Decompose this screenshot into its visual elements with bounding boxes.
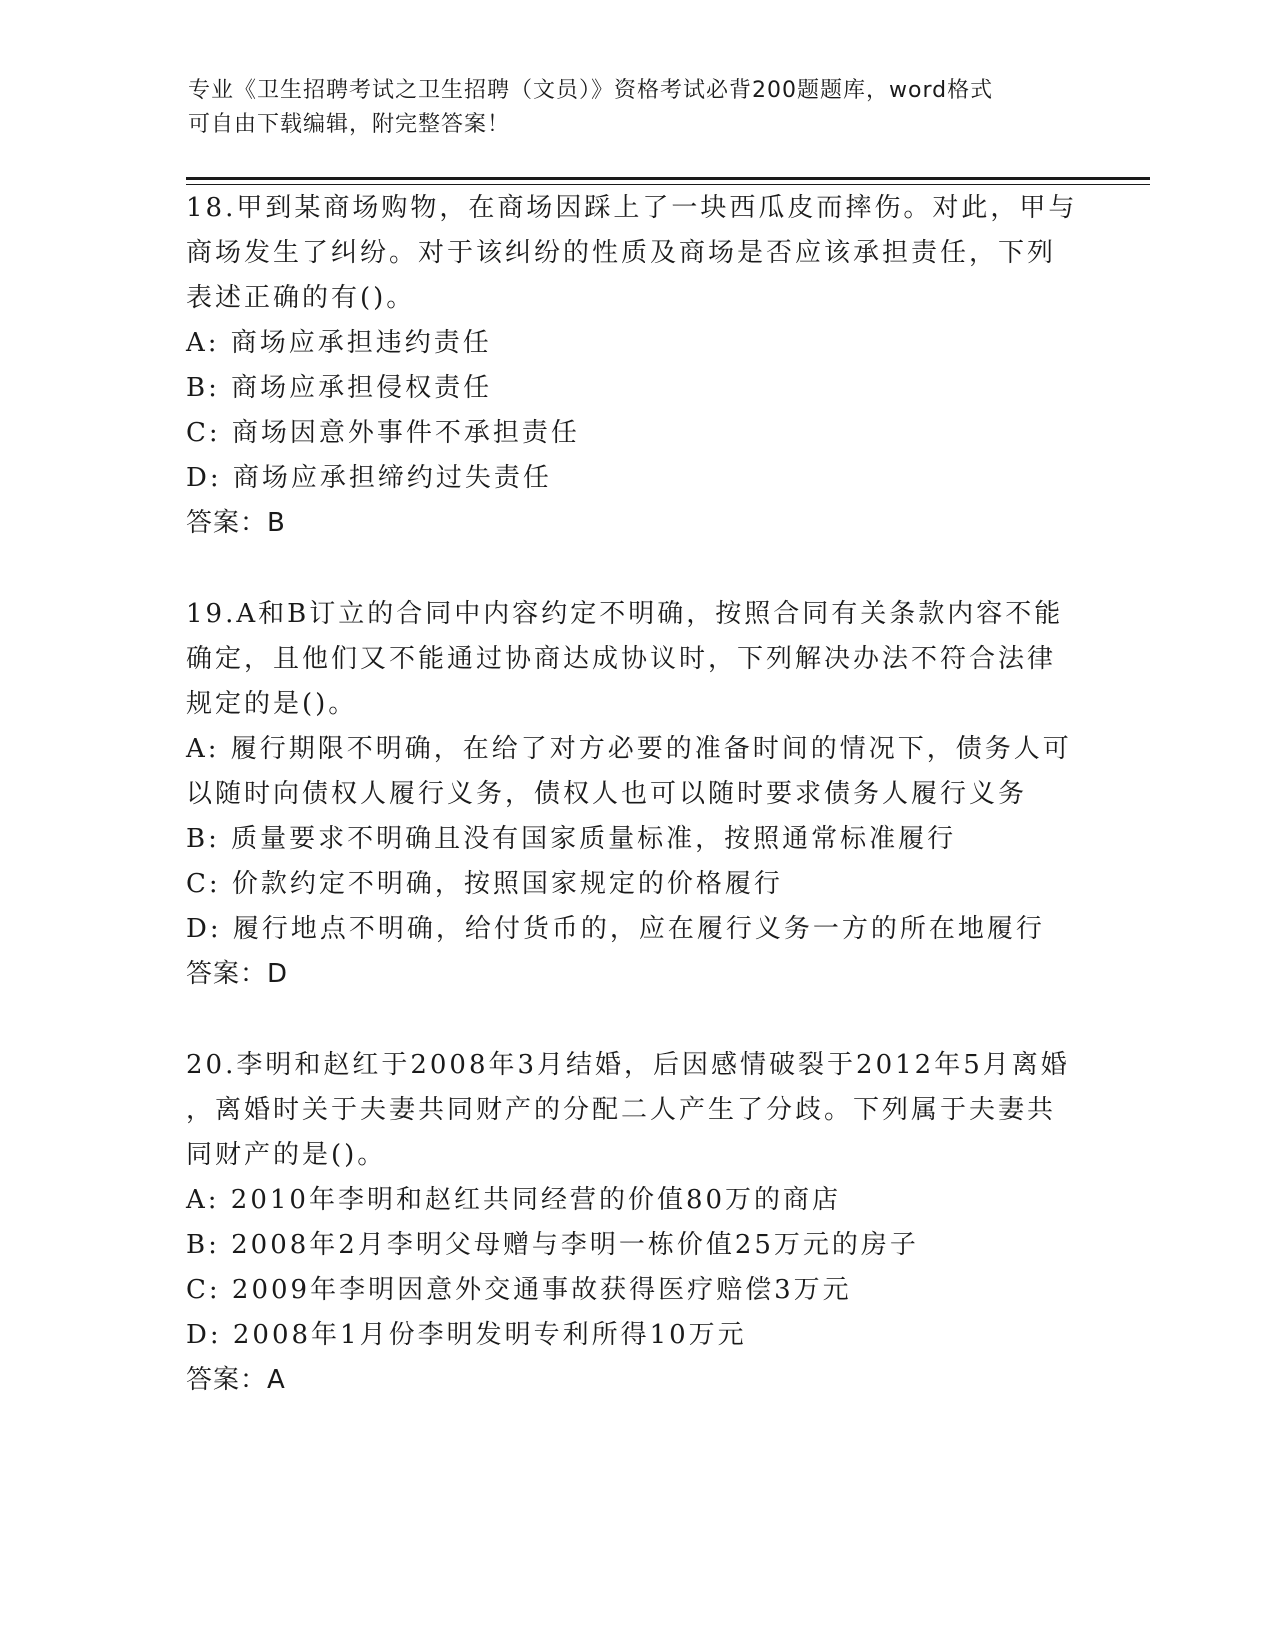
header-divider-thick [186,177,1150,180]
option-c: C: 商场因意外事件不承担责任 [186,418,580,448]
option-b: B: 商场应承担侵权责任 [186,373,493,403]
question-stem-line: 商场发生了纠纷。对于该纠纷的性质及商场是否应该承担责任，下列 [186,238,1057,268]
option-a: A: 履行期限不明确，在给了对方必要的准备时间的情况下，债务人可 [186,734,1072,764]
question-stem-line: 同财产的是()。 [186,1140,387,1170]
option-c: C: 价款约定不明确，按照国家规定的价格履行 [186,869,783,899]
header-line-1: 专业《卫生招聘考试之卫生招聘（文员）》资格考试必背200题题库，word格式 [188,78,994,103]
option-a: A: 2010年李明和赵红共同经营的价值80万的商店 [186,1185,842,1215]
header-divider-thin [186,184,1150,185]
question-stem-line: 19.A和B订立的合同中内容约定不明确，按照合同有关条款内容不能 [186,599,1064,629]
question-stem-line: 规定的是()。 [186,689,358,719]
question-stem-line: 表述正确的有()。 [186,283,416,313]
question-spacer [186,546,1086,592]
option-d: D: 履行地点不明确，给付货币的，应在履行义务一方的所在地履行 [186,914,1045,944]
answer-label: 答案：B [186,508,286,538]
answer-label: 答案：D [186,959,289,989]
option-a: A: 商场应承担违约责任 [186,328,492,358]
question-stem-line: ，离婚时关于夫妻共同财产的分配二人产生了分歧。下列属于夫妻共 [186,1095,1057,1125]
option-d: D: 商场应承担缔约过失责任 [186,463,552,493]
option-b: B: 质量要求不明确且没有国家质量标准，按照通常标准履行 [186,824,957,854]
option-d: D: 2008年1月份李明发明专利所得10万元 [186,1320,747,1350]
question-stem-line: 确定，且他们又不能通过协商达成协议时，下列解决办法不符合法律 [186,644,1057,674]
option-b: B: 2008年2月李明父母赠与李明一栋价值25万元的房子 [186,1230,919,1260]
answer-label: 答案：A [186,1365,286,1395]
option-a-continued: 以随时向债权人履行义务，债权人也可以随时要求债务人履行义务 [186,779,1028,809]
question-18 [186,186,1086,546]
header-line-2: 可自由下载编辑，附完整答案！ [188,112,511,137]
question-stem-line: 20.李明和赵红于2008年3月结婚，后因感情破裂于2012年5月离婚 [186,1050,1070,1080]
question-stem-line: 18.甲到某商场购物，在商场因踩上了一块西瓜皮而摔伤。对此，甲与 [186,193,1078,223]
option-c: C: 2009年李明因意外交通事故获得医疗赔偿3万元 [186,1275,852,1305]
question-list [186,186,1086,1403]
question-19 [186,592,1086,997]
question-spacer [186,997,1086,1043]
document-header [188,74,1068,142]
question-20 [186,1043,1086,1403]
